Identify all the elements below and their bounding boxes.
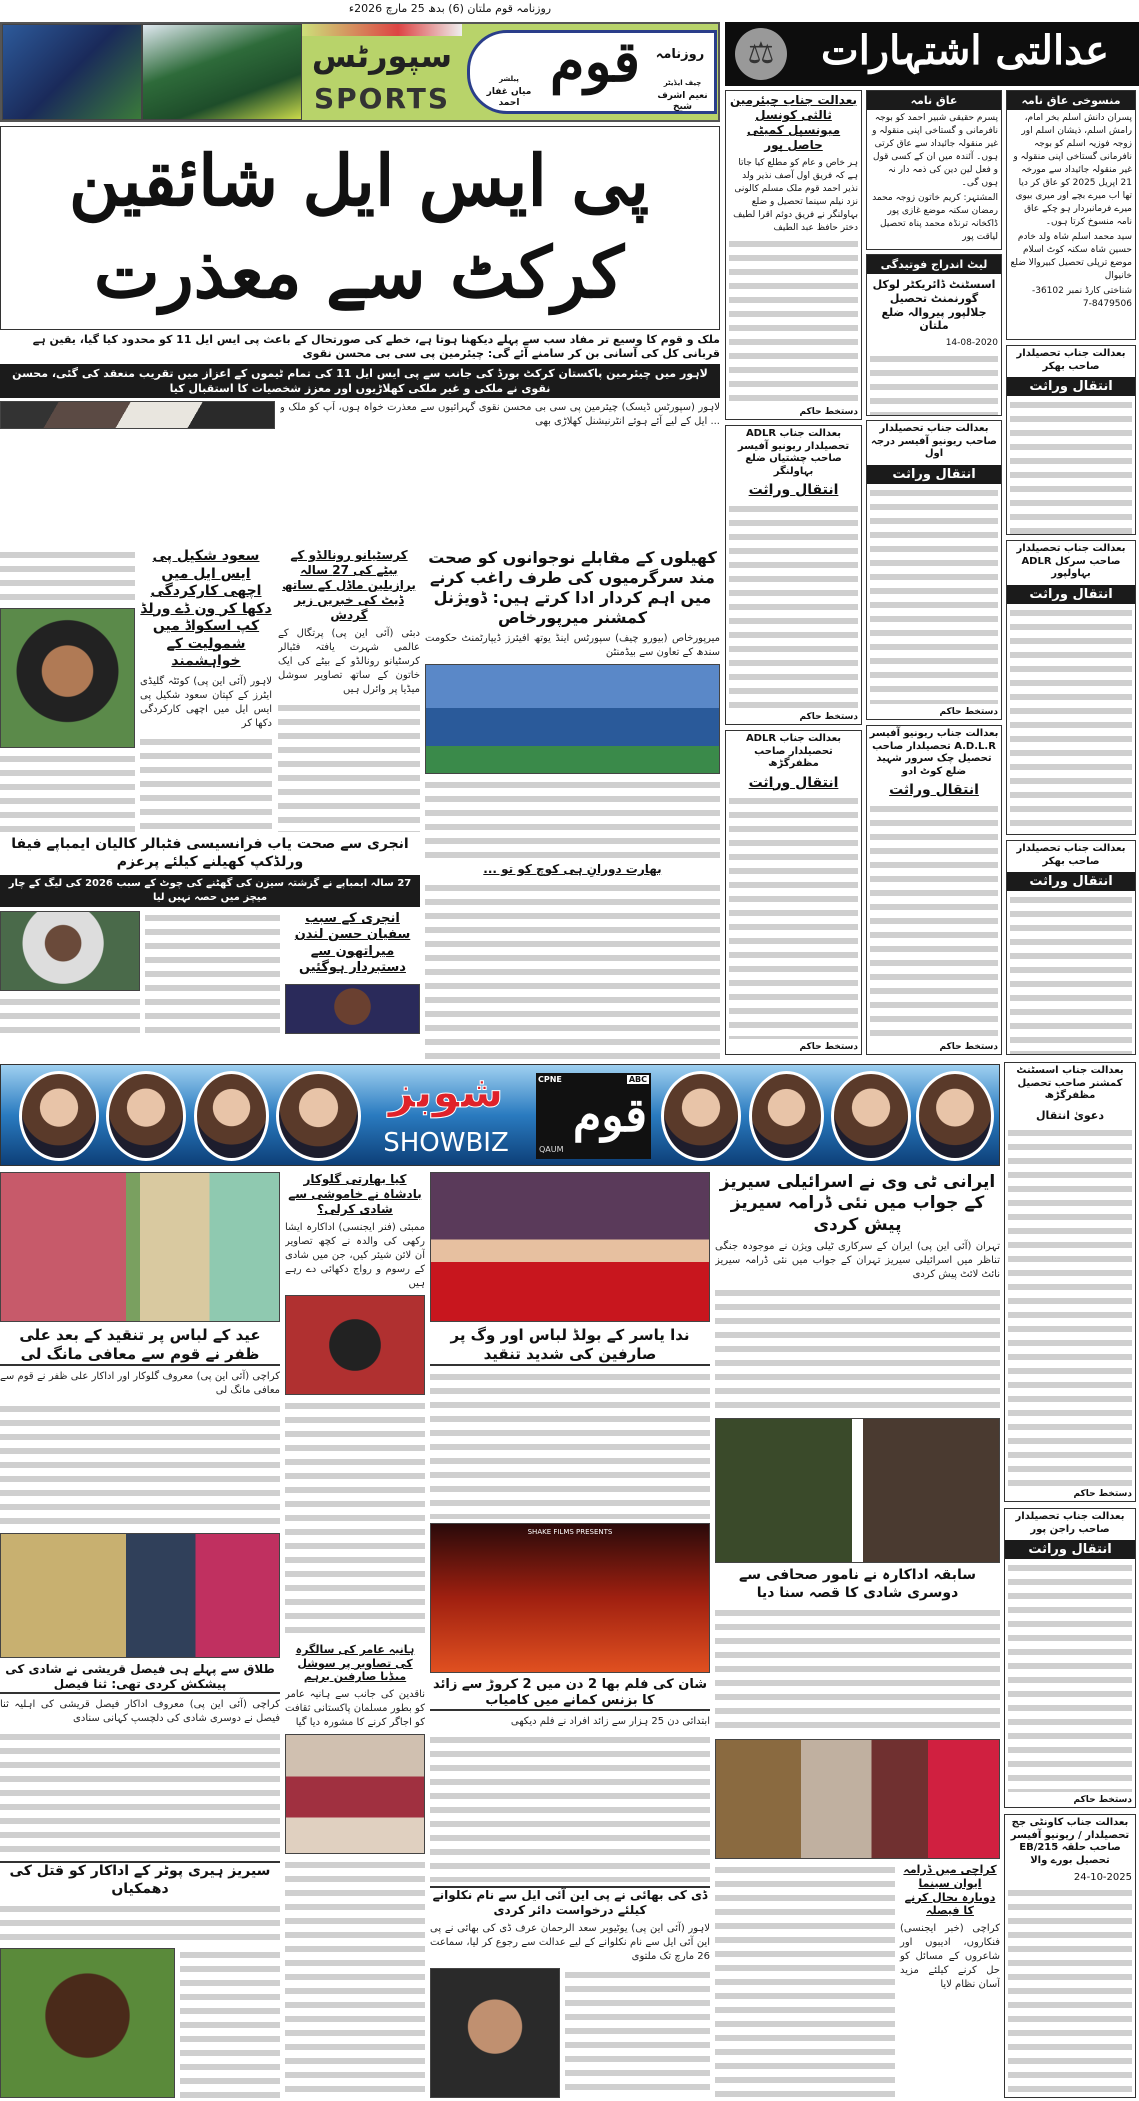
- story-ducky-body-2: [565, 1968, 710, 2098]
- story-badshah-body: ممبئی (فنر ایجنسی) اداکارہ ایشا رکھی کی والدہ نے کچھ تصاویر آن لائن شیئر کیں، جن میں شادی کے رسوم و رواج دکھائی دے رہے ہیں: [285, 1222, 425, 1289]
- cpne-badge: CPNE: [538, 1075, 562, 1084]
- story-saud-text-left: [0, 548, 135, 604]
- notice-assistant-commissioner: [1004, 1062, 1136, 1502]
- story-karachi-cinema-body: کراچی (خبر ایجنسی) فنکاروں، ادیبوں اور شاعروں کے مسائل کو حل کرنے کیلئے مزید آسان نظام لایا: [900, 1923, 1000, 1990]
- notice-heading: بعدالت جناب تحصیلدار صاحب راجن پور: [1015, 1511, 1125, 1535]
- story-ali-zafar-text: [0, 1402, 280, 1529]
- story-hania-headline: ہانیہ عامر کی سالگرہ کی تصاویر پر سوشل میڈیا صارفین برہم: [295, 1642, 415, 1684]
- notice-text: [870, 486, 998, 705]
- drama-cast-photo: [715, 1739, 1000, 1859]
- notice-late-death-registration: [866, 254, 1002, 416]
- notice-subheading: انتقال وراثت: [1007, 377, 1135, 396]
- sports-col-3: [278, 548, 420, 832]
- story-ali-zafar-body: کراچی (آئی این پی) معروف گلوکار اور اداکار علی ظفر نے قوم سے معافی مانگ لی: [0, 1370, 280, 1396]
- story-sufyan-headline: انجری کے سبب سفیان حسن لندن میراتھون سے دستبردار ہوگئیں: [294, 911, 411, 975]
- sana-faisal-photo: [0, 1533, 280, 1658]
- story-former-actress-body: [715, 1606, 1000, 1735]
- notice-heading: بعدالت جناب تحصیلدار صاحب ریونیو آفیسر درجہ اول: [871, 423, 997, 459]
- notice-heading: بعدالت جناب ADLR تحصیلدار صاحب مظفرگڑھ: [745, 733, 842, 769]
- pcb-event-photo: [0, 401, 275, 429]
- notice-heading: عاق نامہ: [867, 91, 1001, 110]
- main-subheadline: ملک و قوم کا وسیع تر مفاد سب سے پہلے دیکھنا ہوتا ہے، خطے کی صورتحال کے باعث پی ایس ایل 11 کو محدود کیا گیا، یقین ہے قربانی کل کی آسانی بن کر سامنے آئے گی: چیئرمین پی سی بی محسن نقوی: [32, 333, 720, 360]
- story-shaan-text: [430, 1733, 710, 1882]
- sports-lower-row: [0, 911, 420, 1034]
- qaum-logo-box: [467, 30, 717, 114]
- celebrity-photo: [749, 1071, 824, 1161]
- ali-zafar-photo: [0, 1172, 280, 1322]
- karachi-cinema-col: [900, 1863, 1000, 2098]
- notice-footer: دستخط حاکم: [799, 407, 858, 417]
- story-hania-body-2: [285, 1858, 425, 2098]
- notice-subheading: انتقال وراثت: [889, 782, 979, 798]
- notice-text: [729, 794, 858, 1039]
- showbiz-col-d-bottom: [715, 1863, 1000, 2098]
- story-mbappe-body-2: [0, 995, 140, 1034]
- story-mirpurkhas-body: میرپورخاص (بیورو چیف) سپورٹس اینڈ یوتھ افیئرز ڈیپارٹمنٹ حکومت سندھ کے تعاون سے بیڈمنٹن: [425, 633, 720, 658]
- notice-body: اسسٹنٹ ڈائریکٹر لوکل گورنمنٹ تحصیل جلالپور پیروالہ ضلع ملتان: [872, 278, 996, 333]
- notice-aaq: [866, 90, 1002, 250]
- notice-subheading: دعویٰ انتقال: [1036, 1108, 1104, 1122]
- notice-footer: دستخط حاکم: [1073, 1795, 1132, 1805]
- showbiz-banner: [0, 1064, 1000, 1166]
- mbappe-photo: [0, 911, 140, 991]
- notice-text: [1010, 606, 1132, 835]
- publisher-label: پبلشر: [499, 75, 519, 83]
- qaum-logo: قوم: [572, 1088, 648, 1142]
- story-ducky-headline: ڈی کی بھائی نے پی این آئی ایل سے نام نکلوانے کیلئے درخواست دائر کردی: [430, 1886, 710, 1918]
- story-bharat-body: [425, 881, 720, 1060]
- story-karachi-cinema-headline: کراچی میں ڈرامہ ایوان سینما دوبارہ بحال کرنے کا فیصلہ: [903, 1863, 997, 1918]
- court-ads-header: [725, 22, 1139, 86]
- story-harry-potter-body: [0, 1902, 280, 1944]
- notice-footer: دستخط حاکم: [799, 1042, 858, 1052]
- publisher-name: میاں غفار احمد: [486, 87, 532, 109]
- story-sana-faisal-headline: طلاق سے پہلے ہی فیصل قریشی نے شادی کی پیشکش کردی تھی: ثنا فیصل: [0, 1662, 280, 1694]
- main-story-block: [0, 333, 720, 544]
- ducky-bhai-photo: [430, 1968, 560, 2098]
- scales-of-justice-icon: ⚖: [735, 28, 787, 80]
- story-saud-body: لاہور (آئی این پی) کوئٹہ گلیڈی ایٹرز کے کپتان سعود شکیل پی ایس ایل میں اچھی کارکردگی دکھا کر: [140, 675, 272, 729]
- notice-body: پسران دانش اسلم بخر امام، رامش اسلم، ذیشان اسلم اور زوجہ فوزیہ اسلم کو بوجہ نافرمانی گستاخی اپنی منقولہ و غیر منقولہ جائیداد سے مورخہ 21 اپریل 2025 کو عاق کر دیا تھا اب میرے بچے اور میری بیوی میرے فرمانبردار ہو چکے عاق نامہ منسوخ کرتا ہوں۔: [1013, 113, 1132, 227]
- notice-mansookhi-aaq: [1006, 90, 1136, 340]
- cricket-team-photo: [142, 24, 302, 120]
- story-iran-tv-text: [715, 1286, 1000, 1415]
- dateline: روزنامہ قوم ملتان (6) بدھ 25 مارچ 2026ء: [348, 2, 552, 15]
- notice-heading: بعدالت جناب تحصیلدار صاحب بھکر: [1016, 843, 1126, 867]
- story-ducky-body: لاہور (آئی این پی) یوٹیوبر سعد الرحمان عرف ڈی کی بھائی نے پی این آئی ایل سے نام نکلوانے کے لیے عدالت سے رجوع کر لیا، سماعت 26 مارچ تک ملتوی: [430, 1923, 710, 1962]
- badminton-award-photo: [425, 664, 720, 774]
- notice-subheading: انتقال وراثت: [748, 774, 839, 791]
- notice-signature: المشتہر: کریم خاتون زوجہ محمد رمضان سکنہ موضع غازی پور ڈاکخانہ ترنڈہ محمد پناہ تحصیل لیاقت پور: [872, 193, 998, 242]
- showbiz-col-a: [0, 1172, 280, 2098]
- iranian-drama-photo: [715, 1418, 1000, 1563]
- celebrity-photo: [661, 1071, 741, 1161]
- notice-heading: بعدالت جناب ریونیو آفیسر A.D.L.R تحصیلدار صاحب تحصیل چک سرور شہید ضلع کوٹ ادو: [869, 728, 999, 777]
- notice-adlr-chishtian: [725, 425, 862, 725]
- main-body-col: [280, 401, 720, 429]
- story-hania-body: ناقدین کی جانب سے ہانیہ عامر کو بطور مسلمان پاکستانی ثقافت کو اجاگر کرنے کا مشورہ دیا گیا: [285, 1689, 425, 1729]
- runner-photo: [285, 984, 420, 1034]
- main-story-row: [0, 401, 720, 429]
- notice-heading: بعدالت جناب تحصیلدار صاحب بھکر: [1016, 348, 1126, 372]
- main-strap: لاہور میں چیئرمین پاکستان کرکٹ بورڈ کی جانب سے پی ایس ایل 11 کی تمام ٹیموں کے اعزاز میں تقریب منعقد کی گئی، محسن نقوی نے ملکی و غیر ملکی کھلاڑیوں اور معزز شخصیات کا استقبال کیا: [0, 364, 720, 398]
- notice-heading: بعدالت جناب چیئرمین ثالثی کونسل میونسپل کمیٹی حاصل پور: [729, 93, 858, 152]
- editor-label: چیف ایڈیٹر: [663, 79, 702, 87]
- badshah-photo: [285, 1295, 425, 1395]
- notice-text: [729, 237, 858, 404]
- celebrity-photo: [194, 1071, 269, 1161]
- celebrity-photo: [831, 1071, 911, 1161]
- notice-text: [870, 352, 998, 415]
- story-iran-tv-body: تہران (آئی این پی) ایران کے سرکاری ٹیلی ویژن نے موجودہ جنگی تناظر میں اسرائیلی سیریز تہران کے جواب میں نئی ڈرامہ سیریز نائٹ لائٹ پیش کردی: [715, 1240, 1000, 1280]
- notice-footer: دستخط حاکم: [799, 712, 858, 722]
- abc-badge: ABC: [628, 1075, 647, 1084]
- brand-small: روزنامہ: [655, 47, 705, 62]
- story-shaan-body: ابتدائی دن 25 ہزار سے زائد افراد نے فلم دیکھی: [510, 1716, 710, 1727]
- sports-col-4: [425, 548, 720, 858]
- sports-col-1: [0, 548, 135, 832]
- notice-kot-addu: [866, 725, 1002, 1055]
- story-iran-tv-headline: ایرانی ٹی وی نے اسرائیلی سیریز کے جواب میں نئی ڈرامہ سیریز پیش کردی: [719, 1172, 996, 1235]
- notice-date: 24-10-2025: [1073, 1872, 1132, 1883]
- story-col-text: [715, 1863, 895, 2098]
- story-nida-body: [430, 1370, 710, 1519]
- story-saud-text-left-2: [0, 752, 135, 832]
- notice-muzaffargarh: [725, 730, 862, 1055]
- notice-cnic: شناختی کارڈ نمبر 36102-8479506-7: [1031, 286, 1132, 309]
- notice-date: 14-08-2020: [945, 338, 998, 348]
- story-mbappe-body: [145, 911, 280, 1034]
- notice-spacer: [1007, 313, 1135, 339]
- notice-text: [870, 802, 998, 1040]
- notice-subheading: انتقال وراثت: [867, 465, 1001, 484]
- story-harry-potter-body-2: [180, 1948, 280, 2098]
- saud-shakeel-photo: [0, 608, 135, 748]
- notice-bahawalpur: [1006, 540, 1136, 835]
- sports-header: [0, 22, 720, 122]
- story-saud-headline: سعود شکیل پی ایس ایل میں اچھی کارکردگی دکھا کر ون ڈے ورلڈ کپ اسکواڈ میں شمولیت کے خواہشمند: [140, 548, 272, 669]
- notice-bhakkar-2: [1006, 840, 1136, 1055]
- harry-potter-row: [0, 1948, 280, 2098]
- sports-lower-right: [425, 862, 720, 1060]
- main-headline: پی ایس ایل شائقین کرکٹ سے معذرت: [68, 139, 650, 314]
- sports-col-2: [140, 548, 272, 832]
- qaum-en: QAUM: [539, 1145, 564, 1154]
- harry-potter-actor-photo: [0, 1948, 175, 2098]
- story-ronaldo-text: [278, 701, 420, 832]
- notice-heading: بعدالت جناب تحصیلدار صاحب سرکل ADLR بہاولپور: [1016, 543, 1126, 579]
- notice-heading: بعدالت جناب ADLR تحصیلدار ریونیو آفیسر صاحب چشتیاں ضلع بہاولنگر: [737, 428, 850, 477]
- story-mirpurkhas-headline: کھیلوں کے مقابلے نوجوانوں کو صحت مند سرگرمیوں کی طرف راغب کرنے میں اہم کردار ادا کرتے ہیں: ڈویژنل کمشنر میرپورخاص: [428, 548, 717, 627]
- film-poster-text: SHAKE FILMS PRESENTS: [527, 1527, 613, 1536]
- notice-spacer: [867, 246, 1001, 249]
- notice-footer: دستخط حاکم: [939, 1042, 998, 1052]
- story-sana-faisal-text: [0, 1730, 280, 1857]
- main-headline-box: [0, 126, 720, 330]
- hania-aamir-photo: [285, 1734, 425, 1854]
- notice-revenue-officer: [866, 420, 1002, 720]
- sports-title-urdu: سپورٹس: [311, 37, 453, 75]
- film-poster: [430, 1523, 710, 1673]
- celebrity-photo: [276, 1071, 361, 1161]
- notice-subheading: انتقال وراثت: [1007, 872, 1135, 891]
- sports-title-en: SPORTS: [313, 82, 451, 115]
- story-former-actress-headline: سابقہ اداکارہ نے نامور صحافی سے دوسری شادی کا قصہ سنا دیا: [738, 1567, 977, 1601]
- showbiz-col-d: [715, 1172, 1000, 2098]
- notice-burewala: [1004, 1814, 1136, 2098]
- hockey-photo: [2, 24, 142, 120]
- notice-heading: بعدالت جناب اسسٹنٹ کمشنر صاحب تحصیل مظفرگڑھ: [1016, 1065, 1124, 1101]
- notice-text: [1008, 1126, 1132, 1486]
- notice-footer: دستخط حاکم: [1073, 1489, 1132, 1499]
- sufyan-col: [285, 911, 420, 1034]
- celebrity-photo: [106, 1071, 186, 1161]
- qaum-logo: قوم: [549, 29, 641, 95]
- notice-text: [1008, 1561, 1132, 1792]
- celebrity-photo: [916, 1071, 994, 1161]
- story-badshah-headline: کیا بھارتی گلوکار بادشاہ نے خاموشی سے شادی کرلی؟: [288, 1172, 422, 1216]
- notice-text: [1008, 1886, 1132, 2097]
- notice-heading: منسوخی عاق نامہ: [1007, 91, 1135, 110]
- showbiz-title-urdu: شوبز: [388, 1067, 504, 1118]
- notice-heading: بعدالت جناب کاونٹی جج تحصیلدار / ریونیو آفیسر صاحب حلقہ EB/215 تحصیل بورے والا: [1010, 1817, 1130, 1866]
- notice-signature: سید محمد اسلم شاہ ولد خادم حسین شاہ سکنہ کوٹ اسلام موضع ترپلی تحصیل کبیروالا ضلع خانیوال: [1010, 232, 1132, 281]
- notice-text: [729, 502, 858, 710]
- story-ronaldo-body: دبئی (آئی این پی) پرتگال کے عالمی شہرت یافتہ فٹبالر کرسٹیانو رونالڈو کے بیٹے کی ایک خاتون کے ساتھ تصاویر سوشل میڈیا پر وائرل ہیں: [278, 628, 420, 695]
- story-shaan-headline: شان کی فلم بھا 2 دن میں 2 کروڑ سے زائد کا بزنس کمانے میں کامیاب: [430, 1677, 710, 1712]
- mbappe-col: [0, 911, 140, 1034]
- story-mbappe-headline: انجری سے صحت یاب فرانسیسی فٹبالر کالیان ایمباپے فیفا ورلڈکپ کھیلنے کیلئے پرعزم: [11, 836, 409, 870]
- editor-name: نعیم اشرف شیخ: [657, 91, 708, 113]
- nida-yasir-photo: [430, 1172, 710, 1322]
- sports-lower-left: [0, 836, 420, 1060]
- notice-subheading: انتقال وراثت: [1007, 585, 1135, 604]
- notice-subheading: انتقال وراثت: [748, 482, 839, 498]
- celebrity-photo: [19, 1071, 99, 1161]
- notice-text: [1010, 398, 1132, 534]
- story-mirpurkhas-body-2: [425, 778, 720, 858]
- story-saud-text: [140, 735, 272, 833]
- story-mbappe-strap: 27 سالہ ایمباپے نے گزشتہ سیزن کی گھٹنے کی چوٹ کے سبب 2026 کی لیگ کے چار میچز میں حصہ نہیں لیا: [0, 875, 420, 907]
- story-nida-headline: ندا یاسر کے بولڈ لباس اور وگ پر صارفین کی شدید تنقید: [430, 1326, 710, 1366]
- ducky-row: [430, 1968, 710, 2098]
- showbiz-title-en: SHOWBIZ: [383, 1128, 509, 1158]
- main-body: لاہور (سپورٹس ڈیسک) چیئرمین پی سی بی محسن نقوی گہرائیوں سے معذرت خواہ ہوں، آپ کو ملک و ... ایل کے لیے آئے ہوئے انٹرنیشنل کھلاڑی بھی: [280, 402, 720, 427]
- notice-subheading: انتقال وراثت: [1005, 1540, 1135, 1559]
- story-ronaldo-headline: کرسٹیانو رونالڈو کے بیٹے کی 27 سالہ برازیلین ماڈل کے ساتھ ڈیٹ کی خبریں زیر گردش: [282, 548, 416, 622]
- court-ads-title: عدالتی اشتہارات: [821, 27, 1109, 74]
- notice-arbitration-council: [725, 90, 862, 420]
- story-harry-potter-headline: سیریز ہیری پوٹر کے اداکار کو قتل کی دھمکیاں: [0, 1861, 280, 1898]
- story-badshah-body-2: [285, 1399, 425, 1639]
- notice-text: [1010, 893, 1132, 1054]
- notice-rajanpur: [1004, 1508, 1136, 1808]
- qaum-logo-box: [536, 1073, 651, 1159]
- notice-body: ہر خاص و عام کو مطلع کیا جاتا ہے کہ فریق اول آصف نذیر ولد نذیر احمد قوم ملک مسلم کالونی نزد نیلم سینما تحصیل و ضلع بہاولنگر نے فریق دوئم اقرا لطیف دختر حافظ عبد الطیف: [733, 158, 858, 233]
- story-ali-zafar-headline: عید کے لباس پر تنقید کے بعد علی ظفر نے قوم سے معافی مانگ لی: [0, 1326, 280, 1366]
- sports-balls-graphic: [302, 24, 462, 36]
- notice-bhakkar-1: [1006, 345, 1136, 535]
- showbiz-col-c: [430, 1172, 710, 2098]
- notice-heading: لیٹ اندراج فوتیدگی: [867, 255, 1001, 274]
- showbiz-col-b: [285, 1172, 425, 2098]
- notice-footer: دستخط حاکم: [939, 707, 998, 717]
- story-sana-faisal-body: کراچی (آئی این پی) معروف اداکار فیصل قریشی کی اہلیہ ثنا فیصل نے دوسری شادی کی دلچسپ کہانی سنادی: [0, 1698, 280, 1724]
- story-bharat-headline: بھارت دورانِ ہی کوچ کو تو ...: [483, 862, 662, 876]
- notice-body: پسرم حقیقی شبیر احمد کو بوجہ نافرمانی و گستاخی اپنی منقولہ و غیر منقولہ جائیداد سے عاق کرتی ہوں۔ آئندہ میں ان کے کسی قول و فعل لین دین کی ذمہ دار نہ ہوں گی۔: [872, 113, 998, 188]
